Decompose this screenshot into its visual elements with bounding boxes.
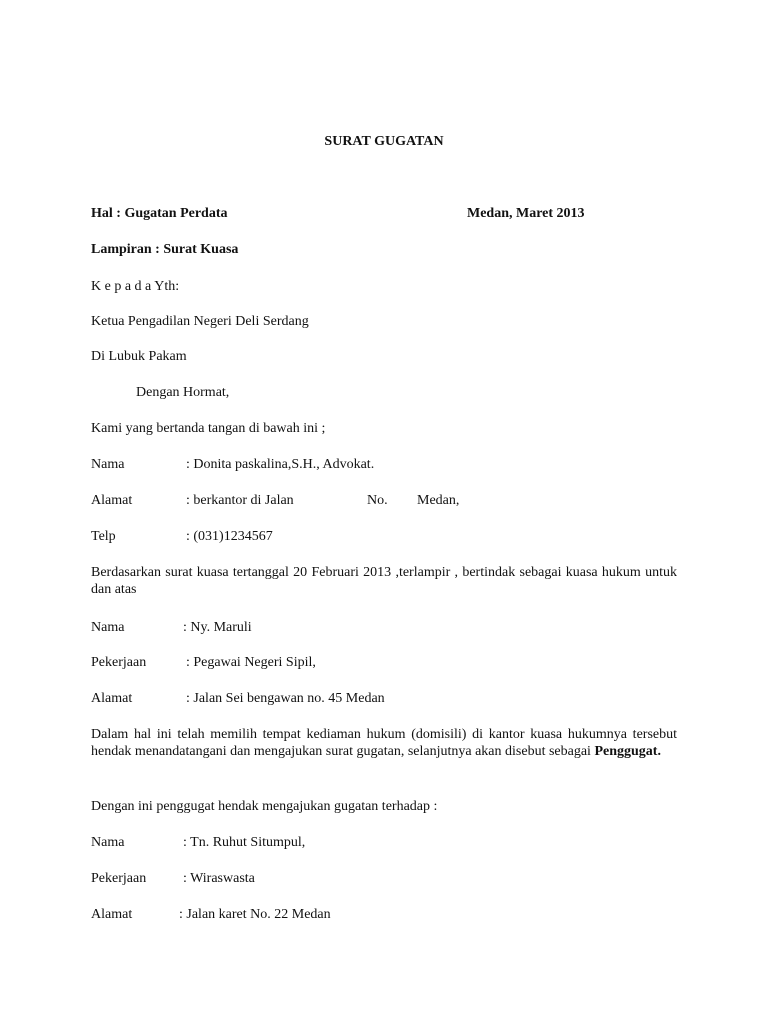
defendant-address-value: : Jalan karet No. 22 Medan [179,907,331,922]
defendant-name-value: : Tn. Ruhut Situmpul, [183,835,306,850]
defendant-address-label: Alamat [91,907,133,922]
domicile-text: Dalam hal ini telah memilih tempat kediaman hukum (domisili) di kantor kuasa hukumnya tersebut hendak menandatangani dan mengajukan surat gugatan, selanjutnya akan disebut sebagai [91,727,677,759]
recipient-place: Di Lubuk Pakam [91,349,187,364]
lawyer-address-value: : berkantor di Jalan [186,493,294,508]
defendant-job-value: : Wiraswasta [183,871,255,886]
plaintiff-job-value: : Pegawai Negeri Sipil, [186,655,316,670]
lawyer-phone-label: Telp [91,529,116,544]
addressee-label: K e p a d a Yth: [91,279,180,294]
lawyer-name-value: : Donita paskalina,S.H., Advokat. [186,457,375,472]
defendant-job-label: Pekerjaan [91,871,147,886]
place-date: Medan, Maret 2013 [467,206,585,221]
lawyer-phone-value: : (031)1234567 [186,529,273,544]
lawyer-name-label: Nama [91,457,125,472]
attachment-line: Lampiran : Surat Kuasa [91,242,239,257]
plaintiff-name-value: : Ny. Maruli [183,620,252,635]
plaintiff-name-label: Nama [91,620,125,635]
basis-paragraph: Berdasarkan surat kuasa tertanggal 20 Februari 2013 ,terlampir , bertindak sebagai kuasa hukum untuk dan atas [91,565,677,597]
lawyer-address-city: Medan, [417,493,460,508]
plaintiff-address-value: : Jalan Sei bengawan no. 45 Medan [186,691,385,706]
domicile-paragraph [91,726,677,760]
plaintiff-job-label: Pekerjaan [91,655,147,670]
greeting: Dengan Hormat, [136,385,230,400]
lawyer-address-label: Alamat [91,493,133,508]
against-line: Dengan ini penggugat hendak mengajukan gugatan terhadap : [91,799,438,814]
document-title: SURAT GUGATAN [324,134,444,149]
intro-line: Kami yang bertanda tangan di bawah ini ; [91,421,326,436]
defendant-name-label: Nama [91,835,125,850]
plaintiff-address-label: Alamat [91,691,133,706]
recipient-name: Ketua Pengadilan Negeri Deli Serdang [91,314,309,329]
plaintiff-term: Penggugat. [594,744,661,759]
lawyer-address-number: No. [367,493,388,508]
subject-line: Hal : Gugatan Perdata [91,206,228,221]
